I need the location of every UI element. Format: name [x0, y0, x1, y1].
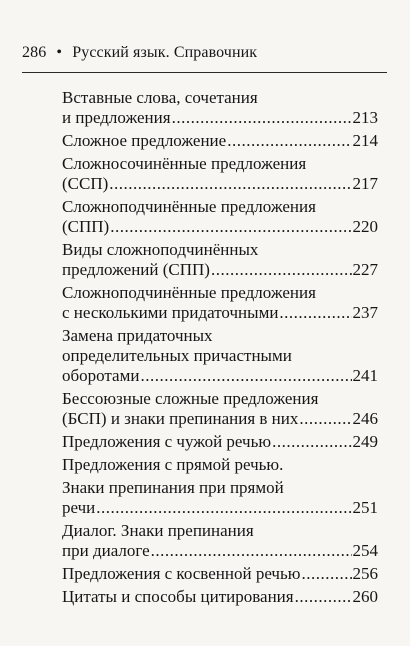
toc-entry-last-line	[62, 366, 378, 386]
toc-entry-last-line	[62, 541, 378, 561]
toc-entry-title-line: Сложноподчинённые предложения	[62, 197, 316, 216]
toc-entry-title-line: оборотами	[62, 366, 140, 385]
toc-page-number: 227	[352, 260, 378, 279]
toc-entry	[62, 240, 378, 280]
toc-entry-title-line: Предложения с прямой речью.	[62, 455, 284, 474]
toc-entry-last-line	[62, 260, 378, 280]
toc-entry	[62, 564, 378, 584]
toc-entry-title-line: (ССП)	[62, 174, 109, 193]
toc-entry-title-line: речи	[62, 498, 96, 517]
toc-entry-title-line: при диалоге	[62, 541, 150, 560]
toc-page-number: 254	[352, 541, 378, 560]
toc-entry	[62, 587, 378, 607]
toc-entry-title-line: Сложносочинённые предложения	[62, 154, 307, 173]
dot-leader	[301, 564, 351, 584]
toc-entry	[62, 154, 378, 194]
toc-entry-title-line: с несколькими придаточными	[62, 303, 279, 322]
toc-entry-title-line: Бессоюзные сложные предложения	[62, 389, 319, 408]
toc-entry-last-line	[62, 108, 378, 128]
toc-entry-title-line: Диалог. Знаки препинания	[62, 521, 254, 540]
toc-entry-last-line	[62, 217, 378, 237]
toc-entry-last-line	[62, 174, 378, 194]
toc-entry-last-line	[62, 587, 378, 607]
toc-entry-title-line: предложений (СПП)	[62, 260, 210, 279]
toc-entry-last-line	[62, 564, 378, 584]
toc-page-number: 220	[352, 217, 378, 236]
dot-leader	[279, 303, 351, 323]
header-rule	[22, 72, 387, 73]
toc-page-number: 260	[352, 587, 378, 606]
dot-leader	[272, 432, 351, 452]
page-number: 286	[22, 44, 47, 61]
toc-entry-title-line: Знаки препинания при прямой	[62, 478, 284, 497]
table-of-contents	[62, 88, 378, 610]
toc-entry-title-line: Предложения с чужой речью	[62, 432, 272, 451]
toc-entry-title-line: Сложное предложение	[62, 131, 227, 150]
toc-page-number: 217	[352, 174, 378, 193]
toc-entry-title-line: определительных причастными	[62, 346, 292, 365]
toc-entry-title-line: Вставные слова, сочетания	[62, 88, 258, 107]
toc-entry	[62, 197, 378, 237]
dot-leader	[140, 366, 351, 386]
toc-entry-title-line: Виды сложноподчинённых	[62, 240, 259, 259]
dot-leader	[227, 131, 351, 151]
toc-entry	[62, 432, 378, 452]
toc-page-number: 237	[352, 303, 378, 322]
dot-leader	[109, 174, 351, 194]
dot-leader	[110, 217, 351, 237]
toc-entry-title-line: Цитаты и способы цитирования	[62, 587, 294, 606]
toc-entry-title-line: (СПП)	[62, 217, 110, 236]
toc-entry	[62, 455, 378, 475]
toc-entry-last-line	[62, 498, 378, 518]
toc-page-number: 213	[352, 108, 378, 127]
toc-page-number: 251	[352, 498, 378, 517]
toc-entry	[62, 131, 378, 151]
toc-entry-title-line: (БСП) и знаки препинания в них	[62, 409, 299, 428]
dot-leader	[172, 108, 352, 128]
toc-entry	[62, 389, 378, 429]
toc-entry-last-line	[62, 409, 378, 429]
toc-page-number: 214	[352, 131, 378, 150]
toc-entry-last-line	[62, 131, 378, 151]
toc-page-number: 241	[352, 366, 378, 385]
toc-entry-title-line: Замена придаточных	[62, 326, 213, 345]
toc-entry	[62, 478, 378, 518]
toc-entry	[62, 521, 378, 561]
toc-entry-last-line	[62, 303, 378, 323]
toc-page-number: 246	[352, 409, 378, 428]
toc-entry-title-line: и предложения	[62, 108, 171, 127]
toc-entry-title-line: Предложения с косвенной речью	[62, 564, 301, 583]
dot-leader	[151, 541, 352, 561]
toc-entry	[62, 283, 378, 323]
toc-entry	[62, 326, 378, 386]
book-title: Русский язык. Справочник	[72, 44, 258, 61]
toc-page-number: 249	[352, 432, 378, 451]
toc-page-number: 256	[352, 564, 378, 583]
dot-leader	[299, 409, 351, 429]
dot-leader	[295, 587, 352, 607]
header-separator: •	[56, 44, 63, 61]
running-head	[22, 44, 257, 62]
toc-entry	[62, 88, 378, 128]
dot-leader	[96, 498, 351, 518]
toc-entry-title-line: Сложноподчинённые предложения	[62, 283, 316, 302]
dot-leader	[211, 260, 352, 280]
toc-entry-last-line	[62, 432, 378, 452]
